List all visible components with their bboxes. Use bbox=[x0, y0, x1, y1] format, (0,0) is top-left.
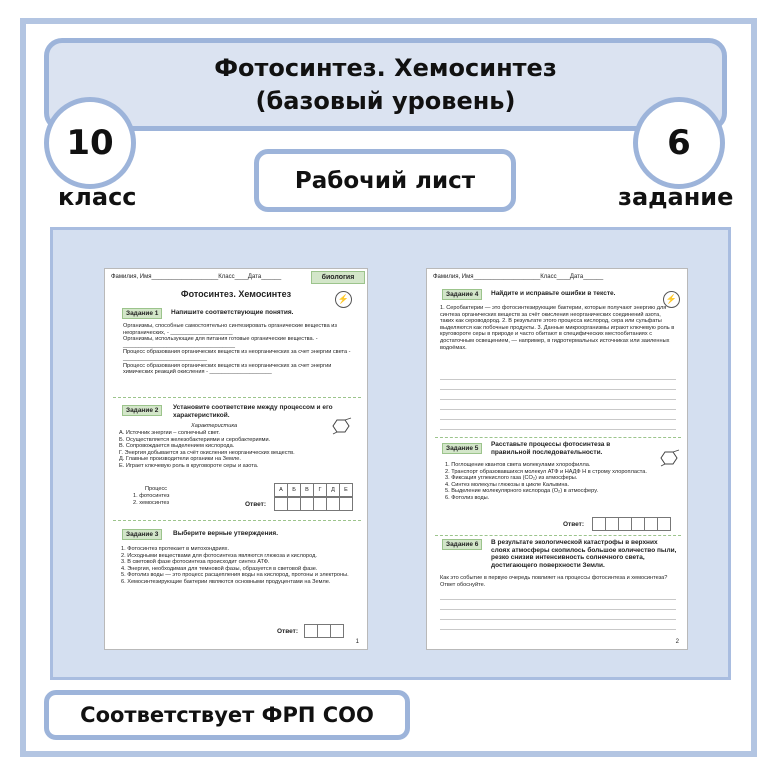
answer-line[interactable] bbox=[440, 629, 676, 630]
answer-line[interactable] bbox=[440, 389, 676, 390]
answer-cell[interactable] bbox=[274, 497, 288, 511]
answer-cell[interactable] bbox=[644, 517, 658, 531]
page-number: 1 bbox=[355, 639, 359, 645]
characteristic-item: Г. Энергия добывается за счёт окисления неорганических веществ. bbox=[119, 449, 295, 456]
divider bbox=[113, 397, 361, 398]
task-1-tag: Задание 1 bbox=[122, 308, 162, 319]
process-step: 5. Выделение молекулярного кислорода (O₂) в атмосферу. bbox=[445, 488, 599, 495]
task-1-line: Организмы, способные самостоятельно синтезировать органические вещества из неорганических, - ____________________ bbox=[123, 323, 337, 336]
grade-circle: 10 bbox=[44, 97, 136, 189]
task-4-text: 1. Серобактерии — это фотосинтезирующие бактерии, которые получают энергию для синтеза органических веществ за счёт окисления неорганических соединений азота, таких как сероводород. 2. В результате этого процесса кислород, сера или сульфаты выделяются как побочные продукты. 3. Данные микроорганизмы играют ключевую роль в круговороте серы в природе и часто обитают в специфических местообитаниях с достаточным освещением, — например, в гидротермальных источниках или заиленных водоёмах. bbox=[440, 305, 675, 351]
glucose-ring-icon bbox=[659, 449, 681, 467]
task-1-line: Процесс образования органических веществ из неорганических за счет энергии света - ___________________________ bbox=[123, 349, 351, 362]
answer-line[interactable] bbox=[440, 609, 676, 610]
statement-item: 5. Фотолиз воды — это процесс расщепления воды на кислород, протоны и электроны. bbox=[121, 572, 349, 579]
process-step: 2. Транспорт образовавшихся молекул АТФ и НАДФ Н в строму хлоропласта. bbox=[445, 468, 647, 475]
task-2-grid-header bbox=[275, 483, 353, 497]
lightning-leaf-icon: ⚡ bbox=[335, 291, 352, 308]
task-2-items bbox=[119, 430, 339, 470]
statement-item: 4. Энергия, необходимая для темновой фазы, образуется в световой фазе. bbox=[121, 565, 318, 572]
task-5-question: Расставьте процессы фотосинтеза в правильной последовательности. bbox=[491, 441, 611, 456]
answer-cell[interactable] bbox=[317, 624, 331, 638]
task-4-tag: Задание 4 bbox=[442, 289, 482, 300]
divider bbox=[435, 437, 681, 438]
answer-line[interactable] bbox=[440, 619, 676, 620]
task-5-tag: Задание 5 bbox=[442, 443, 482, 454]
answer-cell[interactable] bbox=[592, 517, 606, 531]
task-1-body bbox=[123, 323, 361, 376]
process-step: 6. Фотолиз воды. bbox=[445, 494, 490, 501]
name-class-date-line: Фамилия, Имя____________________Класс____Дата______ bbox=[433, 274, 604, 280]
answer-cell[interactable] bbox=[287, 497, 301, 511]
title-line-1: Фотосинтез. Хемосинтез bbox=[214, 53, 557, 82]
process-step: 1. Поглощение квантов света молекулами хлорофилла. bbox=[445, 462, 591, 468]
process-header: Процесс bbox=[145, 486, 168, 492]
statement-item: 3. В световой фазе фотосинтеза происходит синтез АТФ. bbox=[121, 559, 270, 566]
answer-cell[interactable] bbox=[330, 624, 344, 638]
task-6-prompt: Как это событие в первую очередь повлияет на процессы фотосинтеза и хемосинтеза? Ответ обоснуйте. bbox=[440, 575, 668, 588]
characteristic-item: Е. Играет ключевую роль в круговороте серы и азота. bbox=[119, 462, 259, 469]
answer-cell[interactable] bbox=[605, 517, 619, 531]
task-6-tag: Задание 6 bbox=[442, 539, 482, 550]
grid-letter: Д bbox=[326, 483, 340, 497]
answer-cell[interactable] bbox=[339, 497, 353, 511]
task-3-answer-label: Ответ: bbox=[277, 628, 299, 635]
task-3-tag: Задание 3 bbox=[122, 529, 162, 540]
process-item: 1. фотосинтез bbox=[133, 493, 170, 499]
process-list bbox=[133, 493, 169, 506]
task-2-question: Установите соответствие между процессом и его характеристикой. bbox=[173, 404, 333, 419]
task-circle: 6 bbox=[633, 97, 725, 189]
divider bbox=[113, 520, 361, 521]
answer-cell[interactable] bbox=[300, 497, 314, 511]
worksheet-page-1 bbox=[104, 268, 368, 650]
task-label: задание bbox=[618, 183, 734, 211]
title-line-2: (базовый уровень) bbox=[255, 86, 516, 115]
statement-item: 1. Фотосинтез протекает в митохондриях. bbox=[121, 546, 230, 552]
characteristic-item: Д. Главные производители органики на Земле. bbox=[119, 456, 241, 463]
task-5-answer-grid[interactable] bbox=[593, 517, 671, 531]
lightning-leaf-icon: ⚡ bbox=[663, 291, 680, 308]
standard-compliance-label: Соответствует ФРП СОО bbox=[44, 690, 410, 740]
task-1-line: Организмы, использующие для питания готовые органические вещества. - ____________________________________ bbox=[123, 336, 318, 349]
answer-cell[interactable] bbox=[657, 517, 671, 531]
page-title: Фотосинтез. Хемосинтез bbox=[180, 289, 292, 299]
answer-cell[interactable] bbox=[618, 517, 632, 531]
process-item: 2. хемосинтез bbox=[133, 499, 170, 506]
characteristic-item: Б. Осуществляется железобактериями и серобактериями. bbox=[119, 436, 271, 443]
characteristic-item: В. Сопровождается выделением кислорода. bbox=[119, 443, 235, 450]
process-step: 3. Фиксация углекислого газа (CO₂) из атмосферы. bbox=[445, 475, 578, 482]
subject-badge: биология bbox=[311, 271, 365, 284]
worksheet-page-2 bbox=[426, 268, 688, 650]
task-6-question: В результате экологической катастрофы в верхних слоях атмосферы скопилось большое количество пыли, резко снизив интенсивность солнечного света, достигающего поверхности Земли. bbox=[491, 539, 677, 569]
process-step: 4. Синтез молекулы глюкозы в цикле Кальвина. bbox=[445, 481, 570, 488]
grid-letter: Б bbox=[287, 483, 301, 497]
divider bbox=[435, 535, 681, 536]
answer-line[interactable] bbox=[440, 409, 676, 410]
answer-cell[interactable] bbox=[304, 624, 318, 638]
answer-line[interactable] bbox=[440, 599, 676, 600]
grid-letter: А bbox=[274, 483, 288, 497]
task-2-answer-grid[interactable] bbox=[275, 497, 353, 511]
grade-label: класс bbox=[58, 183, 137, 211]
answer-line[interactable] bbox=[440, 429, 676, 430]
characteristic-item: А. Источник энергии – солнечный свет. bbox=[119, 430, 220, 436]
answer-cell[interactable] bbox=[326, 497, 340, 511]
page-number: 2 bbox=[675, 639, 679, 645]
answer-line[interactable] bbox=[440, 379, 676, 380]
statement-item: 2. Исходными веществами для фотосинтеза являются глюкоза и кислород. bbox=[121, 552, 317, 559]
title-banner bbox=[44, 38, 727, 131]
name-class-date-line: Фамилия, Имя____________________Класс____Дата______ bbox=[111, 274, 282, 280]
task-1-line: Процесс образования органических веществ из неорганических за счет энергии химических реакций окисления - ____________________ bbox=[123, 362, 332, 376]
task-5-items bbox=[445, 462, 655, 502]
task-2-answer-label: Ответ: bbox=[245, 501, 267, 508]
task-3-answer-grid[interactable] bbox=[305, 624, 344, 638]
grid-letter: Г bbox=[313, 483, 327, 497]
characteristic-header: Характеристика bbox=[191, 423, 238, 429]
answer-cell[interactable] bbox=[313, 497, 327, 511]
task-3-question: Выберите верные утверждения. bbox=[173, 530, 278, 537]
answer-line[interactable] bbox=[440, 419, 676, 420]
task-2-tag: Задание 2 bbox=[122, 405, 162, 416]
task-3-items bbox=[121, 546, 357, 586]
answer-line[interactable] bbox=[440, 399, 676, 400]
statement-item: 6. Хемосинтезирующие бактерии являются основными продуцентами на Земле. bbox=[121, 578, 331, 585]
worksheet-label: Рабочий лист bbox=[254, 149, 516, 212]
answer-cell[interactable] bbox=[631, 517, 645, 531]
grid-letter: Е bbox=[339, 483, 353, 497]
grid-letter: В bbox=[300, 483, 314, 497]
task-4-question: Найдите и исправьте ошибки в тексте. bbox=[491, 290, 616, 297]
task-1-question: Напишите соответствующие понятия. bbox=[171, 309, 294, 316]
task-5-answer-label: Ответ: bbox=[563, 521, 585, 528]
